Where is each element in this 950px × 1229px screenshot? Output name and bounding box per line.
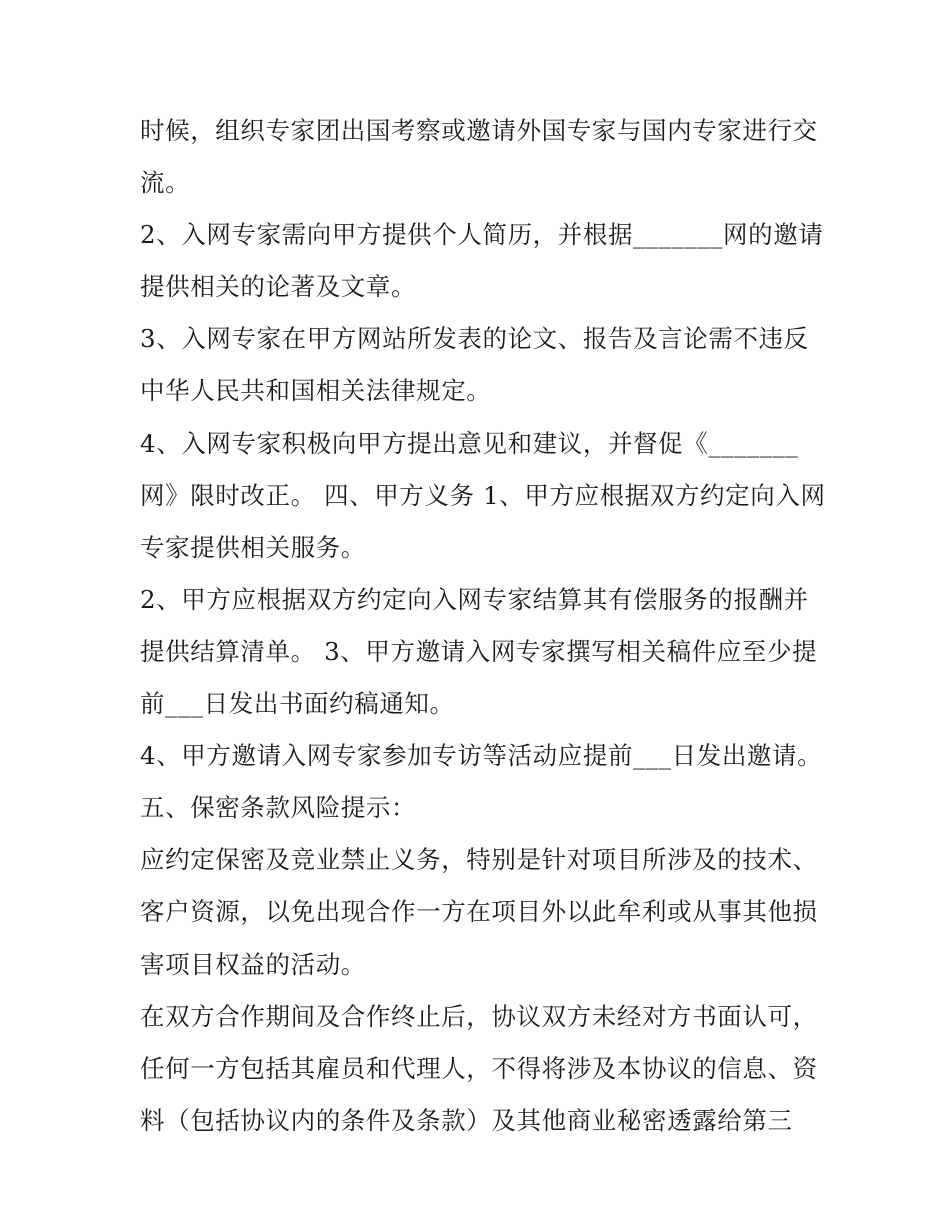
document-body bbox=[140, 105, 826, 1147]
text-line: 害项目权益的活动。 bbox=[140, 949, 366, 979]
text-line: 专家提供相关服务。 bbox=[140, 532, 366, 562]
text-line: 4、甲方邀请入网专家参加专访等活动应提前___日发出邀请。 bbox=[140, 741, 823, 771]
text-line: 流。 bbox=[140, 168, 191, 198]
text-line: 任何一方包括其雇员和代理人，不得将涉及本协议的信息、资 bbox=[140, 1053, 818, 1083]
text-line: 客户资源，以免出现合作一方在项目外以此牟利或从事其他损 bbox=[140, 897, 818, 927]
text-line: 提供结算清单。 3、甲方邀请入网专家撰写相关稿件应至少提 bbox=[140, 636, 818, 666]
text-line: 料（包括协议内的条件及条款）及其他商业秘密透露给第三 bbox=[140, 1105, 793, 1135]
text-line: 4、入网专家积极向甲方提出意见和建议，并督促《_______ bbox=[140, 428, 799, 458]
text-line: 中华人民共和国相关法律规定。 bbox=[140, 376, 492, 406]
text-line: 时候，组织专家团出国考察或邀请外国专家与国内专家进行交 bbox=[140, 116, 818, 145]
text-line: 应约定保密及竞业禁止义务，特别是针对项目所涉及的技术、 bbox=[140, 845, 818, 875]
text-line: 网》限时改正。 四、甲方义务 1、甲方应根据双方约定向入网 bbox=[140, 480, 826, 510]
section-heading: 五、保密条款风险提示： bbox=[140, 793, 417, 823]
text-line: 2、甲方应根据双方约定向入网专家结算其有偿服务的报酬并 bbox=[140, 584, 809, 614]
text-line: 2、入网专家需向甲方提供个人简历，并根据_______网的邀请 bbox=[140, 220, 824, 250]
text-line: 前___日发出书面约稿通知。 bbox=[140, 689, 455, 719]
text-line: 提供相关的论著及文章。 bbox=[140, 272, 417, 302]
text-line: 3、入网专家在甲方网站所发表的论文、报告及言论需不违反 bbox=[140, 324, 809, 354]
text-line: 在双方合作期间及合作终止后，协议双方未经对方书面认可， bbox=[140, 1001, 818, 1031]
